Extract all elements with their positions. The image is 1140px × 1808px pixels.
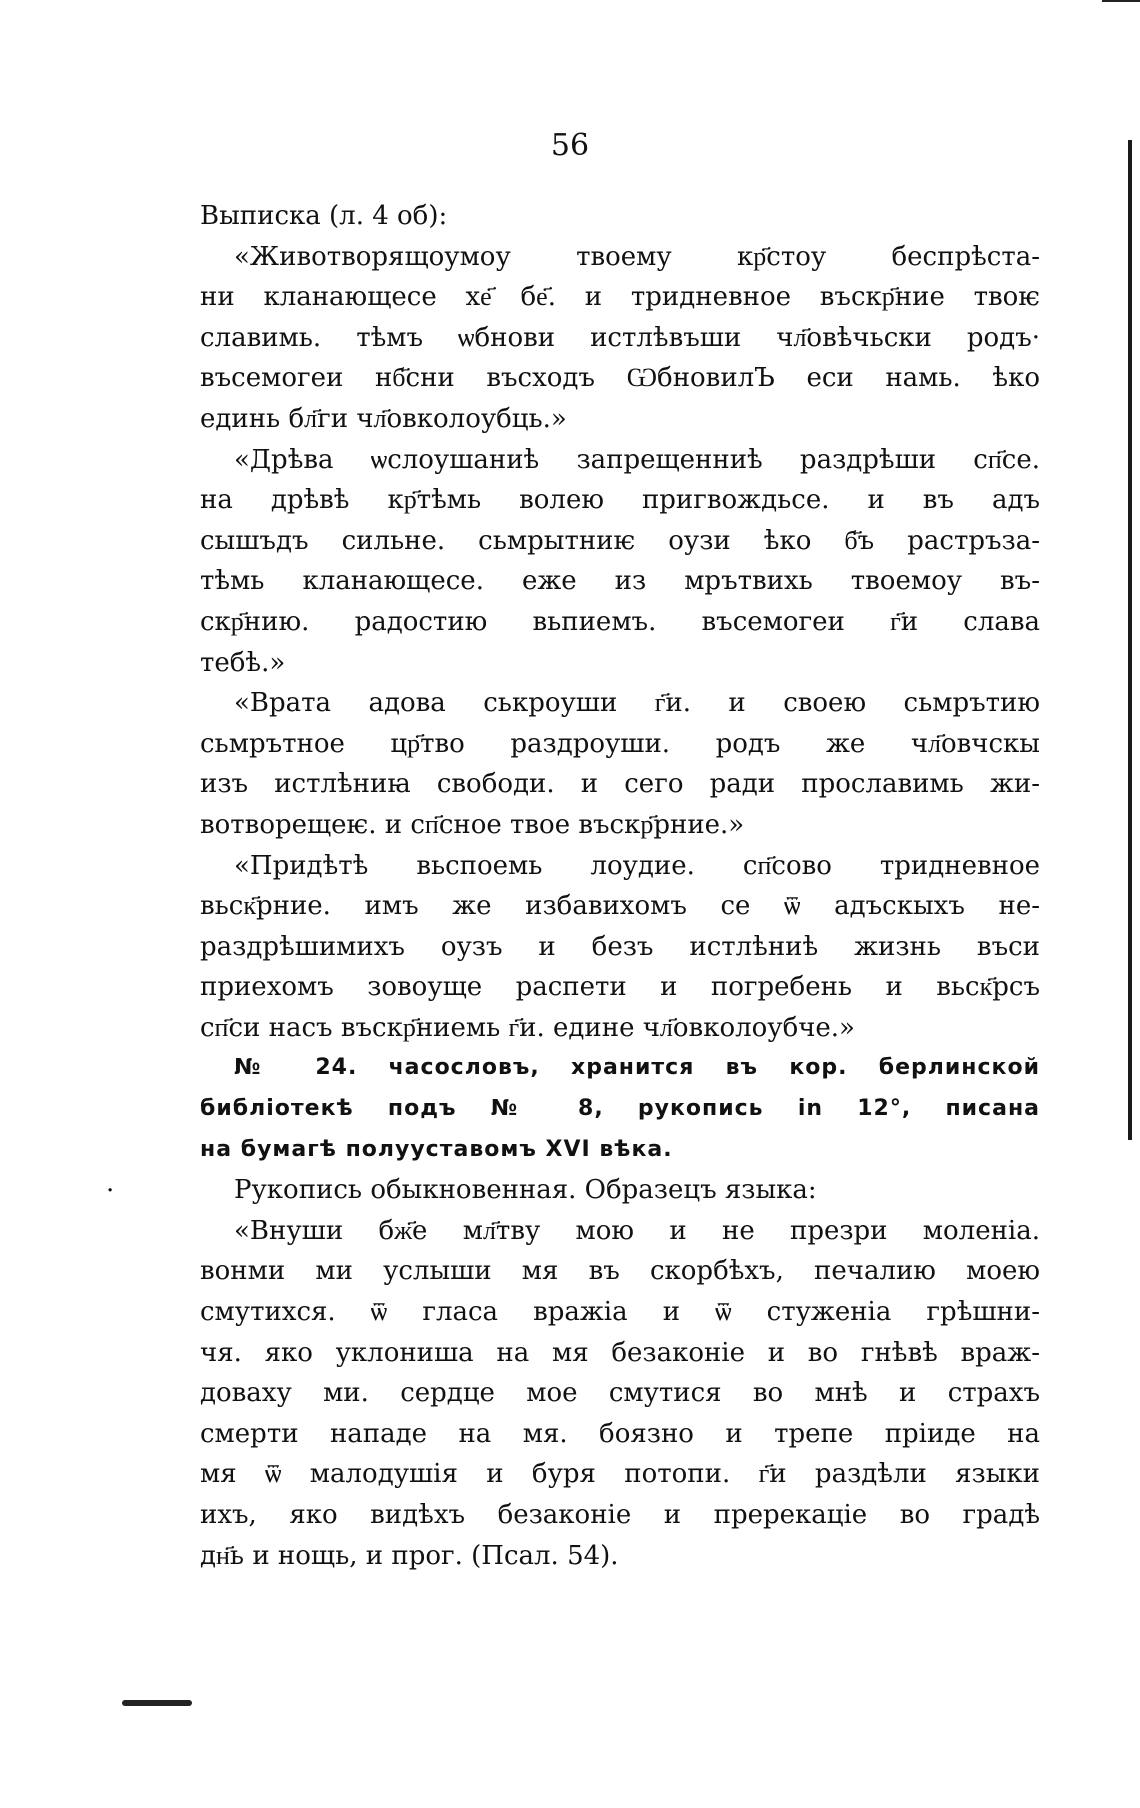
- page-text: [200, 196, 1040, 1576]
- text-line: дн҃ь и нощь, и прог. (Псал. 54).: [200, 1540, 619, 1571]
- text-line: скр҃нию. радостию вьпиемъ. въсемогеи г҃и слава: [200, 606, 1040, 637]
- text-line: сп҃си насъ въскр҃ниемь г҃и. едине чл҃овколоубче.»: [200, 1012, 855, 1043]
- text-line: доваху ми. сердце мое смутися во мнѣ и страхъ: [200, 1378, 1040, 1409]
- margin-dash-mark: [122, 1700, 192, 1706]
- text-line: единь бл҃ги чл҃овколоубць.»: [200, 403, 567, 434]
- text-line: «Дрѣва ѡслоушаниѣ запрещенниѣ раздрѣши сп҃се.: [234, 444, 1040, 475]
- text-line: сьмрътное цр҃тво раздроуши. родъ же чл҃овчскы: [200, 728, 1040, 759]
- text-line: ихъ, яко видѣхъ безаконіе и пререкаціе во градѣ: [200, 1500, 1040, 1530]
- text-line: вьск҃рние. имъ же избавихомъ се ѿ адъскыхъ не-: [200, 891, 1040, 922]
- text-line: вонми ми услыши мя въ скорбѣхъ, печалию моею: [200, 1256, 1040, 1287]
- text-line: Выписка (л. 4 об):: [200, 201, 448, 231]
- text-line: вотворещеѥ. и сп҃сное твое въскр҃рние.»: [200, 809, 745, 840]
- text-line: смутихся. ѿ гласа вражіа и ѿ стуженіа грѣшни-: [200, 1297, 1040, 1328]
- section-heading-line: на бумагѣ полууставомъ XVI вѣка.: [200, 1136, 673, 1162]
- text-line: «Внуши бж҃е мл҃тву мою и не презри моленіа.: [234, 1215, 1040, 1246]
- text-line: раздрѣшимихъ оузъ и безъ истлѣниѣ жизнь въси: [200, 931, 1040, 962]
- text-line: «Врата адова ськроуши г҃и. и своею сьмрътию: [234, 688, 1040, 719]
- text-line: изъ истлѣниꙗ свободи. и сего ради прославимь жи-: [200, 769, 1040, 800]
- text-line: смерти нападе на мя. боязно и трепе пріиде на: [200, 1418, 1040, 1449]
- page-edge-mark: [1102, 0, 1140, 10]
- section-heading-line: библіотекѣ подъ № 8, рукопись in 12°, писана: [200, 1096, 1040, 1122]
- text-line: мя ѿ малодушія и буря потопи. г҃и раздѣли языки: [200, 1459, 1040, 1490]
- text-line: приехомъ зовоуще распети и погребень и вьск҃рсъ: [200, 972, 1040, 1003]
- page-number: 56: [550, 128, 590, 163]
- text-line: тѣмь кланающесе. еже из мрътвихь твоемоу въ-: [200, 566, 1040, 597]
- text-line: въсемогеи нб҃сни въсходъ ѠбновилЪ еси намь. ѣко: [200, 363, 1040, 394]
- text-line: на дрѣвѣ кр҃тѣмь волею пригвождьсе. и въ адъ: [200, 485, 1040, 516]
- text-line: «Животворящоумоу твоему кр҃стоу беспрѣста-: [234, 241, 1040, 272]
- section-heading-line: № 24. часословъ, хранится въ кор. берлинской: [234, 1055, 1040, 1081]
- text-line: тебѣ.»: [200, 647, 286, 678]
- text-line: ни кланающесе хе҃ бе҃. и тридневное въскр҃ние твоѥ: [200, 282, 1040, 313]
- text-line: сышъдъ сильне. сьмрытниѥ оузи ѣко б҃ъ растръза-: [200, 525, 1040, 556]
- text-line: Рукопись обыкновенная. Образецъ языка:: [234, 1175, 817, 1206]
- margin-dot: ·: [106, 1176, 115, 1206]
- text-line: чя. яко уклониша на мя безаконіе и во гнѣвѣ враж-: [200, 1337, 1040, 1368]
- text-line: славимь. тѣмъ ѡбнови истлѣвъши чл҃овѣчьски родъ·: [200, 322, 1040, 353]
- text-line: «Придѣтѣ вьспоемь лоудие. сп҃сово тридневное: [234, 850, 1040, 881]
- page-edge-shadow: [1128, 140, 1132, 1140]
